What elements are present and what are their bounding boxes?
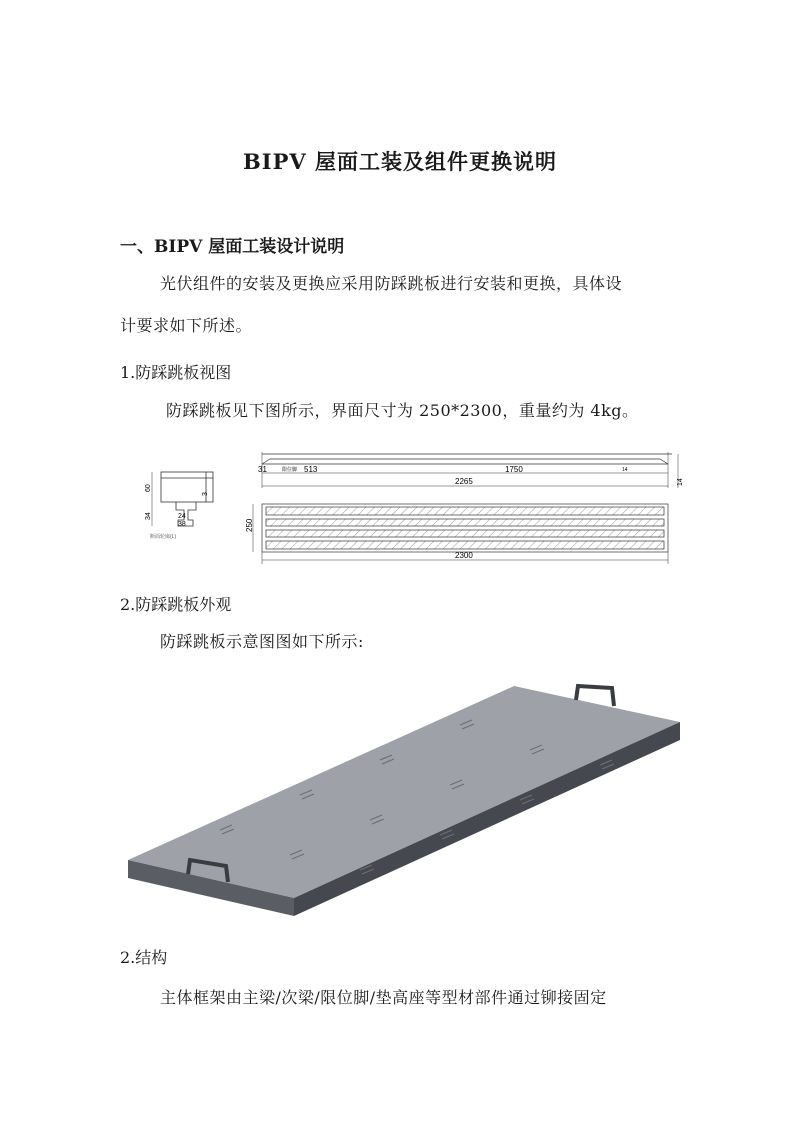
label-support: 14 [622,467,628,473]
section-heading: 一、BIPV 屋面工装设计说明 [120,237,345,257]
intro-paragraph-line-2: 计要求如下所述。 [120,316,253,335]
view-description: 防踩跳板见下图所示，界面尺寸为 250*2300，重量约为 4kg。 [166,401,639,420]
technical-drawing [0,440,800,590]
board-top-surface [128,686,680,898]
dim-250: 250 [245,518,254,532]
dim-2300: 2300 [455,551,473,560]
subheading-view: 1.防踩跳板视图 [120,363,232,382]
dim-513: 513 [304,465,318,474]
dim-60: 60 [145,484,152,492]
dim-3: 3 [202,492,209,496]
intro-paragraph-line-1: 光伏组件的安装及更换应采用防踩跳板进行安装和更换，具体设 [160,274,623,293]
board-illustration [0,670,800,930]
appearance-description: 防踩跳板示意图图如下所示: [160,632,364,651]
document-title: BIPV 屋面工装及组件更换说明 [243,149,557,174]
cross-section-caption: 断面轮廓(L) [150,534,177,540]
dim-24: 24 [178,513,186,520]
dim-31: 31 [258,465,267,474]
label-limit-foot: 限位脚 [282,467,298,473]
dim-34: 34 [145,512,152,520]
dim-38: 38 [178,521,186,528]
dim-14: 14 [677,478,684,486]
dim-1750: 1750 [505,465,523,474]
subheading-structure: 2.结构 [120,948,168,967]
structure-description: 主体框架由主梁/次梁/限位脚/垫高座等型材部件通过铆接固定 [160,988,607,1007]
subheading-appearance: 2.防踩跳板外观 [120,595,232,614]
dim-2265: 2265 [455,477,473,486]
